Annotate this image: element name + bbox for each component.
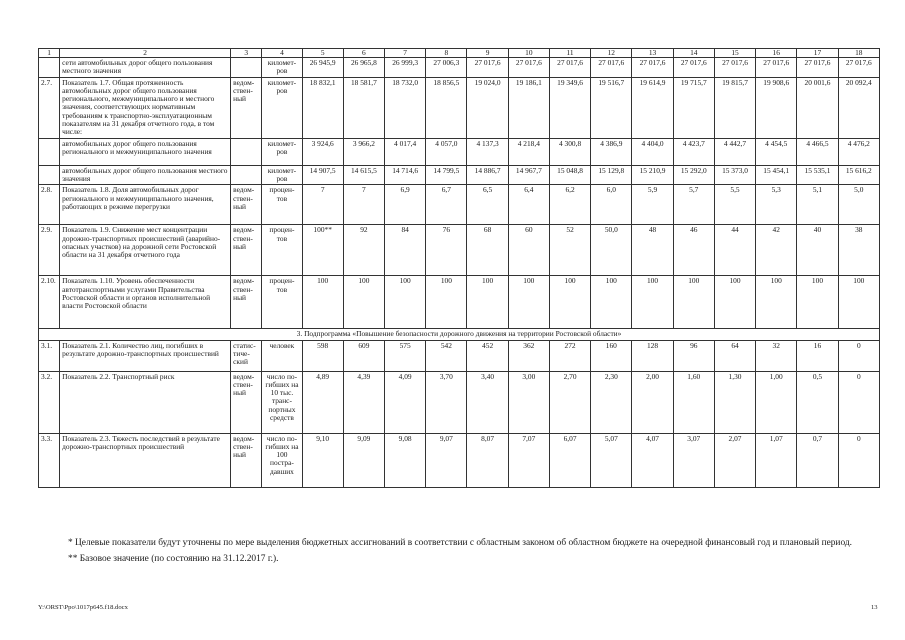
value-cell: 4 454,5: [756, 138, 797, 165]
value-cell: 5,07: [591, 433, 632, 487]
value-cell: 4 476,2: [838, 138, 879, 165]
row-number: [39, 165, 60, 185]
value-cell: 42: [756, 225, 797, 276]
value-cell: 452: [467, 340, 508, 371]
value-cell: 4 137,3: [467, 138, 508, 165]
value-cell: 46: [673, 225, 714, 276]
value-cell: 4 442,7: [714, 138, 755, 165]
value-cell: 14 799,5: [426, 165, 467, 185]
file-path: Y:\ORST\Ppo\1017p645.f18.docx: [38, 604, 128, 611]
value-cell: 1,00: [756, 371, 797, 433]
value-cell: 15 292,0: [673, 165, 714, 185]
value-cell: 6,9: [385, 185, 426, 225]
header-cell: 9: [467, 49, 508, 58]
value-cell: 100: [549, 276, 590, 329]
value-cell: 48: [632, 225, 673, 276]
value-cell: 26 999,3: [385, 58, 426, 78]
value-cell: 27 017,6: [838, 58, 879, 78]
value-cell: 40: [797, 225, 838, 276]
row-number: 3.3.: [39, 433, 60, 487]
value-cell: 0: [838, 340, 879, 371]
unit: процен-тов: [262, 276, 302, 329]
value-cell: 19 715,7: [673, 77, 714, 138]
header-cell: 3: [231, 49, 262, 58]
value-cell: 5,9: [632, 185, 673, 225]
row-number: 2.7.: [39, 77, 60, 138]
value-cell: 27 017,6: [673, 58, 714, 78]
value-cell: 19 024,0: [467, 77, 508, 138]
value-cell: 128: [632, 340, 673, 371]
unit: километ-ров: [262, 138, 302, 165]
value-cell: 2,70: [549, 371, 590, 433]
row-number: 3.1.: [39, 340, 60, 371]
value-cell: 18 732,0: [385, 77, 426, 138]
value-cell: 9,07: [426, 433, 467, 487]
value-cell: 96: [673, 340, 714, 371]
value-cell: 15 373,0: [714, 165, 755, 185]
value-cell: 6,2: [549, 185, 590, 225]
value-cell: 1,60: [673, 371, 714, 433]
header-cell: 13: [632, 49, 673, 58]
value-cell: 9,08: [385, 433, 426, 487]
value-cell: 3 966,2: [343, 138, 384, 165]
row-number: [39, 58, 60, 78]
value-cell: 1,07: [756, 433, 797, 487]
value-cell: 5,1: [797, 185, 838, 225]
value-cell: 14 967,7: [508, 165, 549, 185]
value-cell: 27 006,3: [426, 58, 467, 78]
header-cell: 2: [60, 49, 231, 58]
value-cell: 15 048,8: [549, 165, 590, 185]
value-cell: 100: [756, 276, 797, 329]
value-cell: 19 186,1: [508, 77, 549, 138]
row-number: 2.10.: [39, 276, 60, 329]
indicator-name: Показатель 1.8. Доля автомобильных дорог регионального и межмуниципального значения, работающих в режиме перегрузки: [60, 185, 231, 225]
footnote-targets: * Целевые показатели будут уточнены по мере выделения бюджетных ассигнований в соответствии с областным законом об областном бюджете на очередной финансовый год и плановый период.: [68, 538, 852, 548]
value-cell: 27 017,6: [714, 58, 755, 78]
unit: человек: [262, 340, 302, 371]
value-cell: 1,30: [714, 371, 755, 433]
value-cell: 60: [508, 225, 549, 276]
value-cell: 19 349,6: [549, 77, 590, 138]
indicator-type: ведом-ствен-ный: [231, 433, 262, 487]
header-cell: 1: [39, 49, 60, 58]
value-cell: 15 210,9: [632, 165, 673, 185]
value-cell: 64: [714, 340, 755, 371]
value-cell: 100: [385, 276, 426, 329]
unit: процен-тов: [262, 225, 302, 276]
indicator-name: Показатель 2.2. Транспортный риск: [60, 371, 231, 433]
value-cell: 609: [343, 340, 384, 371]
value-cell: 542: [426, 340, 467, 371]
header-cell: 12: [591, 49, 632, 58]
header-cell: 18: [838, 49, 879, 58]
value-cell: 15 129,8: [591, 165, 632, 185]
value-cell: 27 017,6: [591, 58, 632, 78]
header-cell: 4: [262, 49, 302, 58]
indicator-name: сети автомобильных дорог общего пользования местного значения: [60, 58, 231, 78]
indicator-name: Показатель 2.3. Тяжесть последствий в результате дорожно-транспортных происшествий: [60, 433, 231, 487]
value-cell: 20 001,6: [797, 77, 838, 138]
indicator-type: [231, 165, 262, 185]
indicator-name: автомобильных дорог общего пользования регионального и межмуниципального значения: [60, 138, 231, 165]
indicator-type: статис-тиче-ский: [231, 340, 262, 371]
unit: километ-ров: [262, 77, 302, 138]
value-cell: 84: [385, 225, 426, 276]
row-number: 2.8.: [39, 185, 60, 225]
value-cell: 15 454,1: [756, 165, 797, 185]
header-cell: 8: [426, 49, 467, 58]
value-cell: 4 404,0: [632, 138, 673, 165]
unit: километ-ров: [262, 165, 302, 185]
value-cell: 7: [302, 185, 343, 225]
value-cell: 5,3: [756, 185, 797, 225]
value-cell: 6,7: [426, 185, 467, 225]
value-cell: 3,70: [426, 371, 467, 433]
row-number: 3.2.: [39, 371, 60, 433]
indicators-table: [38, 48, 880, 488]
value-cell: 100: [714, 276, 755, 329]
value-cell: 19 516,7: [591, 77, 632, 138]
value-cell: 27 017,6: [797, 58, 838, 78]
value-cell: 14 907,5: [302, 165, 343, 185]
value-cell: 9,09: [343, 433, 384, 487]
header-cell: 5: [302, 49, 343, 58]
value-cell: 4 386,9: [591, 138, 632, 165]
value-cell: 362: [508, 340, 549, 371]
indicator-type: ведом-ствен-ный: [231, 185, 262, 225]
value-cell: 4,07: [632, 433, 673, 487]
value-cell: 4 017,4: [385, 138, 426, 165]
indicator-name: Показатель 2.1. Количество лиц, погибших в результате дорожно-транспортных происшествий: [60, 340, 231, 371]
value-cell: 18 856,5: [426, 77, 467, 138]
header-cell: 6: [343, 49, 384, 58]
value-cell: 27 017,6: [756, 58, 797, 78]
value-cell: 27 017,6: [467, 58, 508, 78]
value-cell: 4,89: [302, 371, 343, 433]
value-cell: 7,07: [508, 433, 549, 487]
value-cell: 26 945,9: [302, 58, 343, 78]
value-cell: 19 815,7: [714, 77, 755, 138]
table-row: [39, 77, 880, 138]
value-cell: 598: [302, 340, 343, 371]
unit: километ-ров: [262, 58, 302, 78]
value-cell: 3,00: [508, 371, 549, 433]
value-cell: 2,30: [591, 371, 632, 433]
header-cell: 7: [385, 49, 426, 58]
footnotes: [46, 537, 882, 565]
table-row: [39, 225, 880, 276]
value-cell: 6,07: [549, 433, 590, 487]
value-cell: 5,5: [714, 185, 755, 225]
value-cell: 100: [591, 276, 632, 329]
value-cell: 27 017,6: [508, 58, 549, 78]
indicator-type: ведом-ствен-ный: [231, 276, 262, 329]
value-cell: 100**: [302, 225, 343, 276]
section-row: [39, 329, 880, 340]
table-row: [39, 371, 880, 433]
value-cell: 100: [797, 276, 838, 329]
value-cell: 4 057,0: [426, 138, 467, 165]
table-row: [39, 165, 880, 185]
value-cell: 100: [343, 276, 384, 329]
indicator-type: [231, 58, 262, 78]
indicator-name: автомобильных дорог общего пользования местного значения: [60, 165, 231, 185]
value-cell: 100: [508, 276, 549, 329]
table-row: [39, 340, 880, 371]
unit: число по-гибших на 10 тыс. транс-портных средств: [262, 371, 302, 433]
value-cell: 2,00: [632, 371, 673, 433]
value-cell: 4,39: [343, 371, 384, 433]
value-cell: 4 218,4: [508, 138, 549, 165]
value-cell: 100: [302, 276, 343, 329]
table-row: [39, 433, 880, 487]
footnote-baseline: ** Базовое значение (по состоянию на 31.12.2017 г.).: [68, 553, 279, 564]
value-cell: 3,07: [673, 433, 714, 487]
value-cell: 100: [632, 276, 673, 329]
value-cell: 14 886,7: [467, 165, 508, 185]
value-cell: 2,07: [714, 433, 755, 487]
value-cell: 0,7: [797, 433, 838, 487]
value-cell: 18 581,7: [343, 77, 384, 138]
indicator-type: ведом-ствен-ный: [231, 77, 262, 138]
value-cell: 19 908,6: [756, 77, 797, 138]
table-row: [39, 58, 880, 78]
section-title: 3. Подпрограмма «Повышение безопасности дорожного движения на территории Ростовской области»: [39, 329, 880, 340]
value-cell: 27 017,6: [632, 58, 673, 78]
page-number: 13: [871, 604, 878, 611]
value-cell: 4 466,5: [797, 138, 838, 165]
indicator-name: Показатель 1.9. Снижение мест концентрации дорожно-транспортных происшествий (аварийно-опасных участков) на дорожной сети Ростовской области на 31 декабря отчетного года: [60, 225, 231, 276]
value-cell: 6,5: [467, 185, 508, 225]
value-cell: 27 017,6: [549, 58, 590, 78]
value-cell: 7: [343, 185, 384, 225]
indicator-name: Показатель 1.7. Общая протяженность автомобильных дорог общего пользования регионального, межмуниципального и местного значения, соответствующих нормативным требованиям к транспортно-эксплуатационным показателям на 31 декабря отчетного года, в том числе:: [60, 77, 231, 138]
table-row: [39, 185, 880, 225]
row-number: 2.9.: [39, 225, 60, 276]
value-cell: 14 714,6: [385, 165, 426, 185]
header-row: [39, 49, 880, 58]
value-cell: 0: [838, 433, 879, 487]
unit: число по-гибших на 100 постра-давших: [262, 433, 302, 487]
value-cell: 4 300,8: [549, 138, 590, 165]
value-cell: 26 965,8: [343, 58, 384, 78]
value-cell: 100: [426, 276, 467, 329]
value-cell: 32: [756, 340, 797, 371]
value-cell: 160: [591, 340, 632, 371]
value-cell: 14 615,5: [343, 165, 384, 185]
value-cell: 5,7: [673, 185, 714, 225]
value-cell: 3,40: [467, 371, 508, 433]
value-cell: 19 614,9: [632, 77, 673, 138]
value-cell: 272: [549, 340, 590, 371]
value-cell: 15 535,1: [797, 165, 838, 185]
header-cell: 10: [508, 49, 549, 58]
value-cell: 50,0: [591, 225, 632, 276]
header-cell: 15: [714, 49, 755, 58]
value-cell: 4 423,7: [673, 138, 714, 165]
indicator-type: ведом-ствен-ный: [231, 225, 262, 276]
value-cell: 4,09: [385, 371, 426, 433]
value-cell: 16: [797, 340, 838, 371]
header-cell: 11: [549, 49, 590, 58]
value-cell: 8,07: [467, 433, 508, 487]
header-cell: 17: [797, 49, 838, 58]
value-cell: 3 924,6: [302, 138, 343, 165]
indicator-type: [231, 138, 262, 165]
indicator-name: Показатель 1.10. Уровень обеспеченности автотранспортными услугами Правительства Ростовской области и органов исполнительной власти Ростовской области: [60, 276, 231, 329]
unit: процен-тов: [262, 185, 302, 225]
value-cell: 76: [426, 225, 467, 276]
value-cell: 15 616,2: [838, 165, 879, 185]
value-cell: 100: [673, 276, 714, 329]
value-cell: 100: [467, 276, 508, 329]
value-cell: 38: [838, 225, 879, 276]
value-cell: 6,0: [591, 185, 632, 225]
value-cell: 6,4: [508, 185, 549, 225]
header-cell: 14: [673, 49, 714, 58]
value-cell: 44: [714, 225, 755, 276]
value-cell: 575: [385, 340, 426, 371]
value-cell: 68: [467, 225, 508, 276]
value-cell: 5,0: [838, 185, 879, 225]
value-cell: 18 832,1: [302, 77, 343, 138]
value-cell: 92: [343, 225, 384, 276]
value-cell: 20 092,4: [838, 77, 879, 138]
value-cell: 52: [549, 225, 590, 276]
indicator-type: ведом-ствен-ный: [231, 371, 262, 433]
value-cell: 0,5: [797, 371, 838, 433]
row-number: [39, 138, 60, 165]
value-cell: 0: [838, 371, 879, 433]
header-cell: 16: [756, 49, 797, 58]
table-row: [39, 276, 880, 329]
value-cell: 9,10: [302, 433, 343, 487]
table-row: [39, 138, 880, 165]
value-cell: 100: [838, 276, 879, 329]
